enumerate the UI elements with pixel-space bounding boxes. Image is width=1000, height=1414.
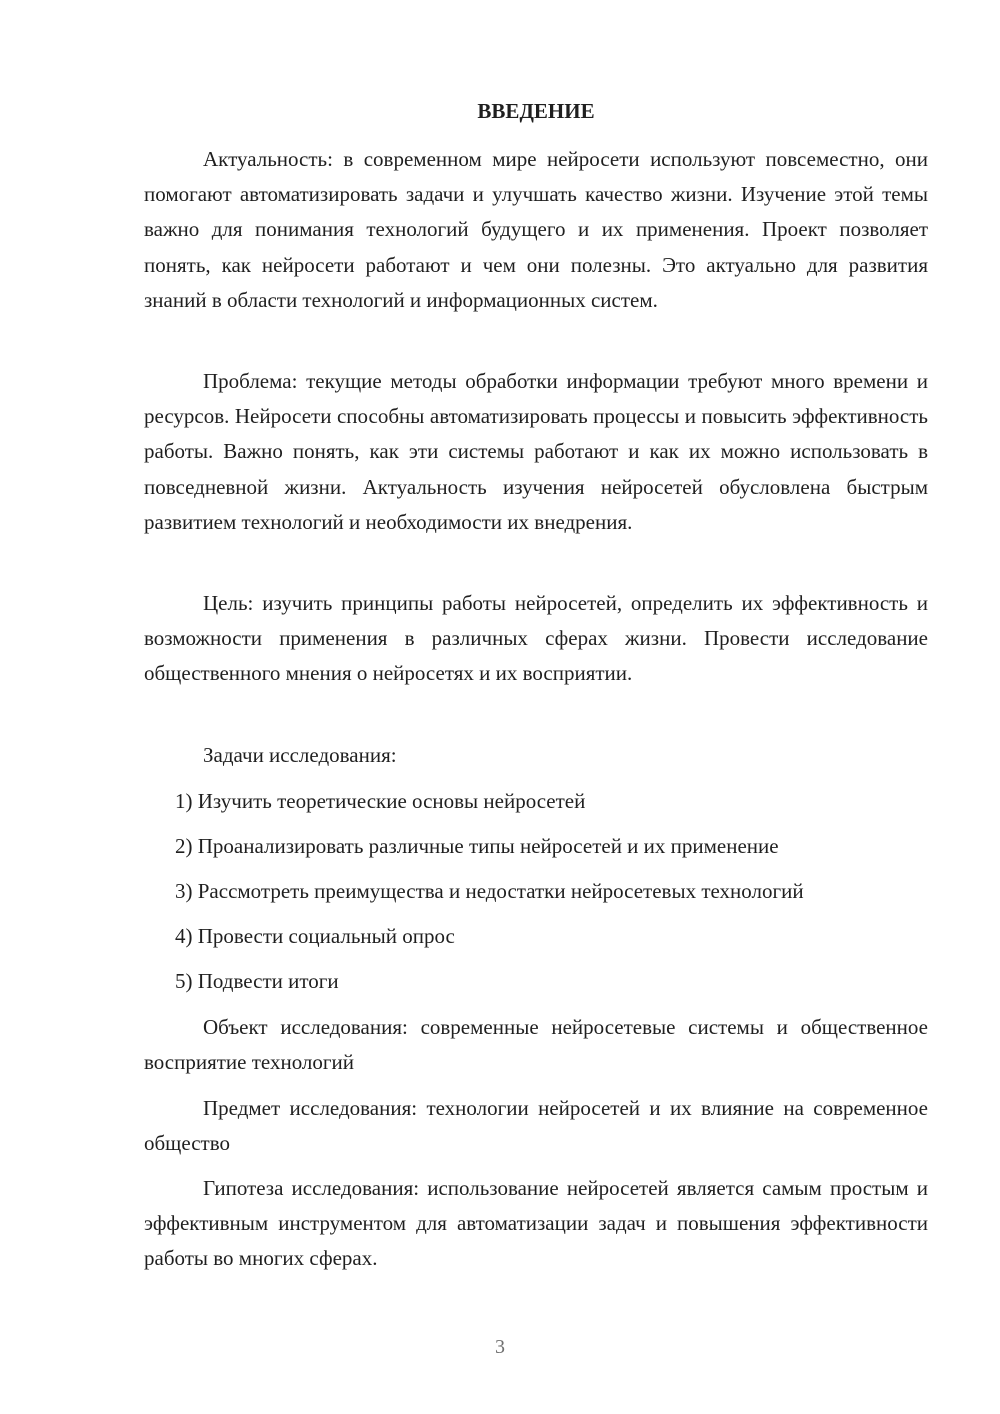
task-item-2: 2) Проанализировать различные типы нейросетей и их применение [175, 834, 779, 858]
task-item-1: 1) Изучить теоретические основы нейросетей [175, 789, 586, 813]
paragraph-goal: Цель: изучить принципы работы нейросетей, определить их эффективность и возможности применения в различных сферах жизни. Провести исследование общественного мнения о нейросетях и их восприятии. [144, 591, 928, 686]
tasks-heading: Задачи исследования: [203, 743, 397, 767]
page-title: ВВЕДЕНИЕ [477, 99, 595, 123]
paragraph-subject: Предмет исследования: технологии нейросетей и их влияние на современное общество [144, 1096, 928, 1156]
paragraph-object: Объект исследования: современные нейросетевые системы и общественное восприятие технологий [144, 1015, 928, 1075]
task-item-3: 3) Рассмотреть преимущества и недостатки нейросетевых технологий [175, 879, 804, 903]
paragraph-hypothesis: Гипотеза исследования: использование нейросетей является самым простым и эффективным инструментом для автоматизации задач и повышения эффективности работы во многих сферах. [144, 1176, 928, 1271]
paragraph-problem: Проблема: текущие методы обработки информации требуют много времени и ресурсов. Нейросети способны автоматизировать процессы и повысить эффективность работы. Важно понять, как эти системы работают и как их можно использовать в повседневной жизни. Актуальность изучения нейросетей обусловлена быстрым развитием технологий и необходимости их внедрения. [144, 369, 928, 534]
page-number: 3 [495, 1336, 505, 1358]
paragraph-relevance: Актуальность: в современном мире нейросети используют повсеместно, они помогают автоматизировать задачи и улучшать качество жизни. Изучение этой темы важно для понимания технологий будущего и их применения. Проект позволяет понять, как нейросети работают и чем они полезны. Это актуально для развития знаний в области технологий и информационных систем. [144, 147, 928, 312]
task-item-4: 4) Провести социальный опрос [175, 924, 455, 948]
task-item-5: 5) Подвести итоги [175, 969, 339, 993]
